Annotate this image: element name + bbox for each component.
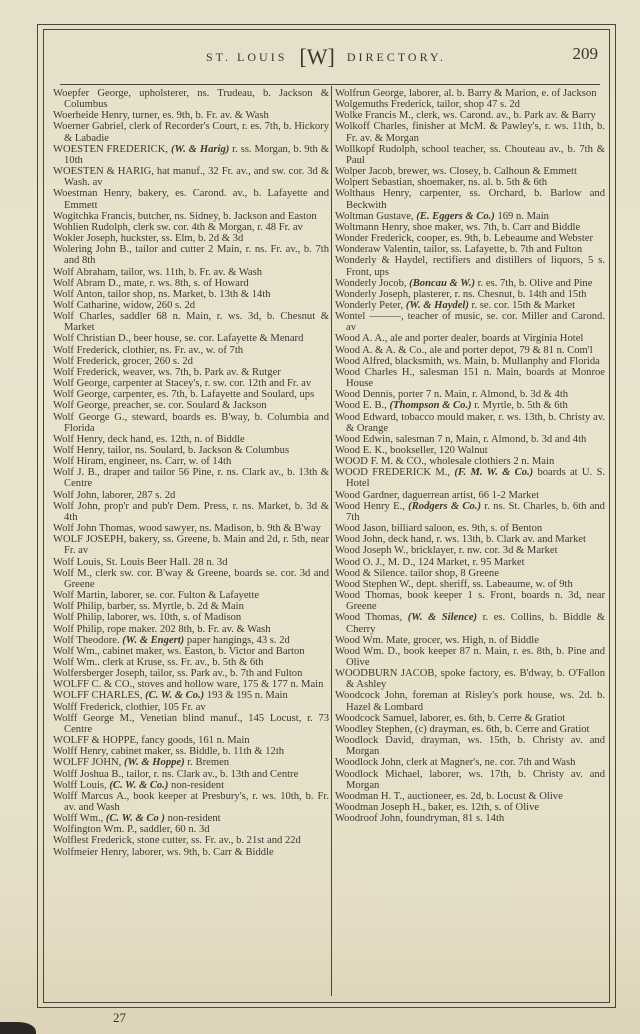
directory-entry: Wood Wm. D., book keeper 87 n. Main, r. es. 8th, b. Pine and Olive [335, 645, 605, 668]
directory-entry: Wood Joseph W., bricklayer, r. nw. cor. 3d & Market [335, 545, 558, 557]
directory-entry: Wood Alfred, blacksmith, ws. Main, b. Mullanphy and Florida [335, 355, 600, 367]
title-right: DIRECTORY. [346, 50, 447, 64]
directory-entry: Wolf Louis, St. Louis Beer Hall. 28 n. 3d [53, 556, 228, 568]
directory-entry: Wolf Abraham, tailor, ws. 11th, b. Fr. av. & Wash [53, 266, 263, 278]
signature-mark: 27 [113, 1010, 126, 1025]
directory-entry: Wolf Henry, tailor, ns. Soulard, b. Jackson & Columbus [53, 445, 290, 456]
directory-entry: Wonderly Joseph, plasterer, r. ns. Chesnut, b. 14th and 15th [335, 288, 587, 300]
directory-entry: Wolf J. B., draper and tailor 56 Pine, r. ns. Clark av., b. 13th & Centre [53, 467, 329, 490]
directory-entry: Woodcock John, foreman at Risley's pork house, ws. 2d. b. Hazel & Lombard [335, 690, 605, 713]
title-left: ST. LOUIS [205, 50, 288, 64]
directory-entry: Wood Dennis, porter 7 n. Main, r. Almond, b. 3d & 4th [335, 389, 569, 401]
firm-reference: (E. Eggers & Co.) [416, 210, 495, 222]
directory-entry: Wonderaw Valentin, tailor, ss. Lafayette, b. 7th and Fulton [335, 244, 583, 256]
directory-entry: Wolf John, laborer, 287 s. 2d [53, 489, 176, 501]
column-divider [331, 86, 332, 996]
firm-reference: (Boncau & W.) [409, 277, 475, 289]
firm-reference: (W. & Hoppe) [123, 757, 185, 769]
directory-entry: Wolf John Thomas, wood sawyer, ns. Madison, b. 9th & B'way [53, 523, 321, 535]
directory-entry: Wolpert Sebastian, shoemaker, ns. al. b. 5th & 6th [335, 177, 548, 189]
directory-entry: Wood E. K., bookseller, 120 Walnut [335, 445, 488, 456]
directory-entry: Wolf Henry, deck hand, es. 12th, n. of Biddle [53, 433, 245, 445]
directory-entry: Woodman H. T., auctioneer, es. 2d, b. Locust & Olive [335, 790, 563, 802]
page-title [44, 44, 608, 70]
directory-entry: Wood Stephen W., dept. sheriff, ss. Labeaume, w. of 9th [335, 578, 573, 590]
directory-entry: WOOD FREDERICK M., (F. M. W. & Co.) boards at U. S. Hotel [335, 467, 605, 490]
directory-entry: Wolkoff Charles, finisher at McM. & Pawley's, r. ws. 11th, b. Fr. av. & Morgan [335, 121, 605, 144]
directory-entry: Wolf George, carpenter at Stacey's, r. sw. cor. 12th and Fr. av [53, 378, 312, 390]
directory-entry: Wollkopf Rudolph, school teacher, ss. Chouteau av., b. 7th & Paul [335, 143, 605, 166]
directory-entry: Wood Thomas, book keeper 1 s. Front, boards n. 3d, near Greene [335, 590, 605, 613]
directory-entry: Wolff Frederick, clothier, 105 Fr. av [53, 701, 206, 713]
directory-entry: Wolf Anton, tailor shop, ns. Market, b. 13th & 14th [53, 288, 271, 300]
directory-entry: Woodlock Michael, laborer, ws. 17th, b. Christy av. and Morgan [335, 768, 605, 791]
firm-reference: (W. & Engert) [122, 634, 185, 646]
directory-entry: Wood & Silence. tailor shop, 8 Greene [335, 567, 499, 579]
directory-entry: Wolf Hiram, engineer, ns. Carr, w. of 14th [53, 456, 232, 468]
directory-entry: Wolf Theodore. (W. & Engert) paper hangings, 43 s. 2d [53, 634, 290, 646]
running-header [44, 30, 608, 80]
directory-entry: Wolf Christian D., beer house, se. cor. Lafayette & Menard [53, 333, 304, 345]
directory-entry: Wolf Wm.. clerk at Kruse, ss. Fr. av., b. 5th & 6th [53, 656, 264, 668]
directory-column-right [335, 88, 605, 824]
directory-entry: Wonder Frederick, cooper, es. 9th, b. Lebeaume and Webster [335, 233, 594, 245]
firm-reference: (C. W. & Co.) [109, 779, 169, 791]
directory-entry: Woepfer George, upholsterer, ns. Trudeau, b. Jackson & Columbus [53, 88, 329, 111]
firm-reference: (W. & Harig) [170, 143, 230, 155]
directory-entry: Wolfmeier Henry, laborer, ws. 9th, b. Carr & Biddle [53, 846, 274, 858]
directory-entry: Wood Jason, billiard saloon, es. 9th, s. of Benton [335, 523, 543, 535]
directory-entry: Woodlock John, clerk at Magner's, ne. cor. 7th and Wash [335, 757, 576, 769]
directory-entry: Wolf Philip, laborer, ws. 10th, s. of Madison [53, 612, 242, 624]
directory-entry: WOLFF & HOPPE, fancy goods, 161 n. Main [53, 735, 250, 747]
directory-entry: WOLF JOSEPH, bakery, ss. Greene, b. Main and 2d, r. 5th, near Fr. av [53, 534, 329, 557]
directory-entry: Wonderly Peter, (W. & Haydel) r. se. cor. 15th & Market [335, 299, 576, 311]
directory-entry: Wolf Philip, barber, ss. Myrtle, b. 2d & Main [53, 601, 244, 613]
directory-entry: Wolf Frederick, clothier, ns. Fr. av., w. of 7th [53, 344, 244, 356]
directory-entry: Wolf Frederick, weaver, ws. 7th, b. Park av. & Rutger [53, 366, 281, 378]
title-letter: [W] [299, 44, 335, 69]
directory-entry: Wolf George, preacher, se. cor. Soulard & Jackson [53, 400, 267, 412]
directory-entry: Wolf Catharine, widow, 260 s. 2d [53, 299, 196, 311]
directory-entry: WOOD F. M. & CO., wholesale clothiers 2 n. Main [335, 456, 555, 468]
directory-entry: Wontel ———, teacher of music, se. cor. Miller and Carond. av [335, 311, 605, 334]
directory-entry: Wood John, deck hand, r. ws. 13th, b. Clark av. and Market [335, 534, 586, 546]
directory-entry: Wolf Philip, rope maker. 202 8th, b. Fr. av. & Wash [53, 623, 271, 635]
directory-entry: Wolff Marcus A., book keeper at Presbury's, r. ws. 10th, b. Fr. av. and Wash [53, 790, 329, 813]
directory-entry: Wolff George M., Venetian blind manuf., 145 Locust, r. 73 Centre [53, 712, 329, 735]
directory-entry: Wood E. B., (Thompson & Co.) r. Myrtle, b. 5th & 6th [335, 400, 568, 412]
directory-entry: Wood Edward, tobacco mould maker, r. ws. 13th, b. Christy av. & Orange [335, 411, 605, 434]
directory-entry: Wolff Henry, cabinet maker, ss. Biddle, b. 11th & 12th [53, 746, 285, 758]
directory-entry: Wood A. & A. & Co., ale and porter depot, 79 & 81 n. Com'l [335, 344, 593, 356]
directory-entry: Woerheide Henry, turner, es. 9th, b. Fr. av. & Wash [53, 110, 269, 122]
page-number: 209 [572, 44, 598, 63]
directory-entry: Woodman Joseph H., baker, es. 12th, s. of Olive [335, 802, 540, 813]
directory-entry: WOLFF JOHN, (W. & Hoppe) r. Bremen [53, 757, 230, 769]
directory-entry: Wonderly & Haydel, rectifiers and distillers of liquors, 5 s. Front, ups [335, 255, 605, 278]
firm-reference: (F. M. W. & Co.) [454, 467, 534, 479]
directory-entry: Wood Thomas, (W. & Silence) r. es. Collins, b. Biddle & Cherry [335, 612, 605, 635]
page-corner-shadow [0, 1022, 36, 1034]
directory-entry: Wolthaus Henry, carpenter, ss. Orchard, b. Barlow and Beckwith [335, 188, 605, 211]
directory-entry: Wolering John B., tailor and cutter 2 Main, r. ns. Fr. av., b. 7th and 8th [53, 244, 329, 267]
directory-entry: Woltman Gustave, (E. Eggers & Co.) 169 n. Main [335, 210, 549, 222]
directory-entry: Wolf Frederick, grocer, 260 s. 2d [53, 355, 193, 367]
directory-entry: WOLFF C. & CO., stoves and hollow ware, 175 & 177 n. Main [53, 679, 324, 691]
directory-column-left [53, 88, 329, 858]
directory-entry: Woltmann Henry, shoe maker, ws. 7th, b. Carr and Biddle [335, 221, 581, 233]
directory-entry: WOLFF CHARLES, (C. W. & Co.) 193 & 195 n. Main [53, 690, 288, 702]
directory-entry: Woodcock Samuel, laborer, es. 6th, b. Cerre & Gratiot [335, 712, 566, 724]
directory-entry: WOODBURN JACOB, spoke factory, es. B'dway, b. O'Fallon & Ashley [335, 668, 605, 691]
directory-entry: Wonderly Jocob, (Boncau & W.) r. es. 7th, b. Olive and Pine [335, 277, 593, 289]
directory-entry: Wood Henry E., (Rodgers & Co.) r. ns. St. Charles, b. 6th and 7th [335, 500, 605, 523]
directory-entry: Woodroof John, foundryman, 81 s. 14th [335, 813, 505, 825]
directory-entry: Wolf Charles, saddler 68 n. Main, r. ws. 3d, b. Chesnut & Market [53, 311, 329, 334]
directory-entry: Wolflest Frederick, stone cutter, ss. Fr. av., b. 21st and 22d [53, 835, 301, 847]
firm-reference: (Rodgers & Co.) [408, 500, 481, 512]
directory-entry: WOESTEN & HARIG, hat manuf., 32 Fr. av., and sw. cor. 3d & Wash. av [53, 166, 329, 189]
directory-entry: Wohlien Rudolph, clerk sw. cor. 4th & Morgan, r. 48 Fr. av [53, 221, 303, 233]
directory-entry: Wolf Wm., cabinet maker, ws. Easton, b. Victor and Barton [53, 645, 305, 657]
directory-entry: Woodley Stephen, (c) drayman, es. 6th, b. Cerre and Gratiot [335, 723, 590, 735]
directory-entry: Woestman Henry, bakery, es. Carond. av., b. Lafayette and Emmett [53, 188, 329, 211]
directory-entry: Wood Charles H., salesman 151 n. Main, boards at Monroe House [335, 366, 605, 390]
directory-entry: Woerner Gabriel, clerk of Recorder's Court, r. es. 7th, b. Hickory & Labadie [53, 121, 329, 144]
directory-entry: Wolff Joshua B., tailor, r. ns. Clark av., b. 13th and Centre [53, 768, 299, 780]
directory-entry: Wood O. J., M. D., 124 Market, r. 95 Market [335, 556, 525, 568]
directory-entry: Woodlock David, drayman, ws. 15th, b. Christy av. and Morgan [335, 735, 605, 758]
directory-entry: Wolf John, prop'r and pub'r Dem. Press, r. ns. Market, b. 3d & 4th [53, 500, 329, 523]
directory-entry: Wood Edwin, salesman 7 n, Main, r. Almond, b. 3d and 4th [335, 433, 587, 445]
directory-entry: Wolf Martin, laborer, se. cor. Fulton & Lafayette [53, 590, 260, 602]
directory-entry: Wolgemuths Frederick, tailor, shop 47 s. 2d [335, 99, 520, 111]
header-rule [60, 84, 600, 85]
directory-entry: Wogitchka Francis, butcher, ns. Sidney, b. Jackson and Easton [53, 210, 317, 222]
directory-entry: Wokler Joseph, huckster, ss. Elm, b. 2d & 3d [53, 233, 244, 245]
directory-entry: Wolff Louis, (C. W. & Co.) non-resident [53, 779, 225, 791]
firm-reference: (W. & Silence) [407, 612, 478, 624]
firm-reference: (C. W. & Co ) [105, 813, 165, 825]
directory-entry: Wolf George, carpenter, es. 7th, b. Lafayette and Soulard, ups [53, 389, 315, 401]
directory-entry: Wolfington Wm. P., saddler, 60 n. 3d [53, 824, 210, 836]
directory-entry: Wolf George G., steward, boards es. B'way, b. Columbia and Florida [53, 411, 329, 434]
directory-entry: Wolff Wm., (C. W. & Co ) non-resident [53, 813, 221, 825]
firm-reference: (C. W. & Co.) [145, 690, 205, 702]
directory-entry: Wood Gardner, daguerrean artist, 66 1-2 Market [335, 489, 540, 501]
firm-reference: (Thompson & Co.) [389, 400, 472, 412]
directory-entry: Wolke Francis M., clerk, ws. Carond. av., b. Park av. & Barry [335, 110, 596, 122]
directory-entry: Wood Wm. Mate, grocer, ws. High, n. of Biddle [335, 634, 539, 646]
directory-entry: Wolper Jacob, brewer, ws. Closey, b. Calhoun & Emmett [335, 166, 577, 178]
directory-entry: Wolfersberger Joseph, tailor, ss. Park av., b. 7th and Fulton [53, 668, 303, 680]
directory-entry: Wolf Abram D., mate, r. ws. 8th, s. of Howard [53, 277, 249, 289]
directory-entry: WOESTEN FREDERICK, (W. & Harig) r. ss. Morgan, b. 9th & 10th [53, 143, 329, 166]
firm-reference: (W. & Haydel) [405, 299, 469, 311]
directory-entry: Wood A. A., ale and porter dealer, boards at Virginia Hotel [335, 333, 584, 345]
directory-entry: Wolf M., clerk sw. cor. B'way & Greene, boards se. cor. 3d and Greene [53, 567, 329, 590]
directory-entry: Wolfrun George, laborer, al. b. Barry & Marion, e. of Jackson [335, 88, 597, 99]
